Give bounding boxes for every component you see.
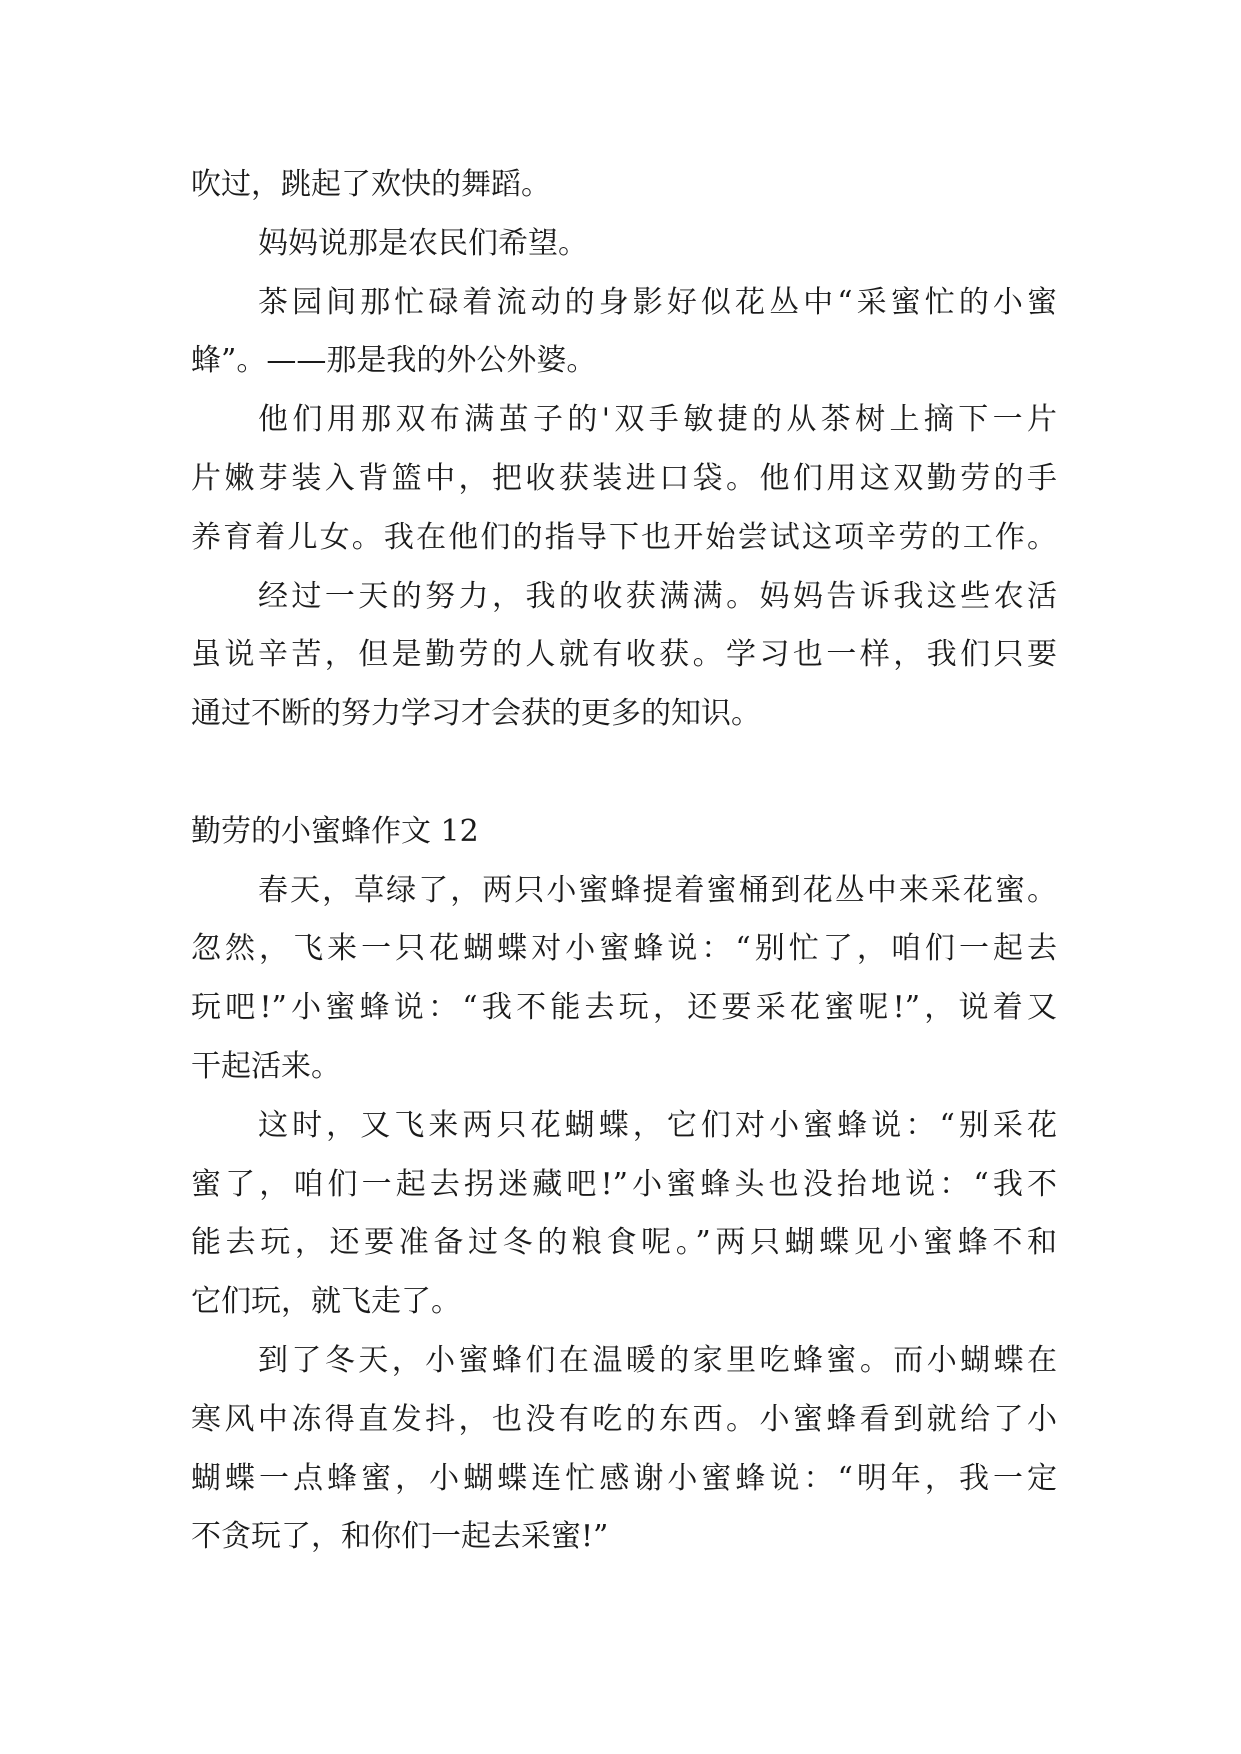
text-line: 春天，草绿了，两只小蜜蜂提着蜜桶到花丛中来采花蜜。 xyxy=(258,872,1057,908)
text-line: 蝴蝶一点蜂蜜，小蝴蝶连忙感谢小蜜蜂说：“明年，我一定 xyxy=(191,1460,1057,1496)
text-line: 不贪玩了，和你们一起去采蜜!” xyxy=(191,1519,609,1555)
text-line: 忽然，飞来一只花蝴蝶对小蜜蜂说：“别忙了，咱们一起去 xyxy=(191,931,1057,967)
text-line: 吹过，跳起了欢快的舞蹈。 xyxy=(191,167,551,202)
text-line: 虽说辛苦，但是勤劳的人就有收获。学习也一样，我们只要 xyxy=(191,637,1057,673)
text-line: 玩吧!”小蜜蜂说：“我不能去玩，还要采花蜜呢!”，说着又 xyxy=(191,990,1057,1026)
text-line: 经过一天的努力，我的收获满满。妈妈告诉我这些农活 xyxy=(258,578,1057,614)
text-line: 妈妈说那是农民们希望。 xyxy=(258,225,588,261)
text-line: 蜂”。——那是我的外公外婆。 xyxy=(191,343,597,379)
text-line: 到了冬天，小蜜蜂们在温暖的家里吃蜂蜜。而小蝴蝶在 xyxy=(258,1342,1057,1378)
text-line: 通过不断的努力学习才会获的更多的知识。 xyxy=(191,696,761,732)
text-line: 这时，又飞来两只花蝴蝶，它们对小蜜蜂说：“别采花 xyxy=(258,1107,1057,1143)
text-line: 干起活来。 xyxy=(191,1048,341,1084)
text-line: 茶园间那忙碌着流动的身影好似花丛中“采蜜忙的小蜜 xyxy=(258,284,1057,320)
text-line: 它们玩，就飞走了。 xyxy=(191,1284,461,1320)
text-line: 片嫩芽装入背篮中，把收获装进口袋。他们用这双勤劳的手 xyxy=(191,460,1057,496)
text-line: 他们用那双布满茧子的'双手敏捷的从茶树上摘下一片 xyxy=(258,402,1057,438)
essay-heading-block xyxy=(191,803,1057,862)
text-line: 寒风中冻得直发抖，也没有吃的东西。小蜜蜂看到就给了小 xyxy=(191,1401,1057,1437)
essay-continuation xyxy=(191,156,1057,744)
text-line: 蜜了，咱们一起去拐迷藏吧!”小蜜蜂头也没抬地说：“我不 xyxy=(191,1166,1057,1202)
essay-title: 勤劳的小蜜蜂作文 12 xyxy=(191,813,479,849)
essay-body xyxy=(191,862,1057,1568)
text-line: 能去玩，还要准备过冬的粮食呢。”两只蝴蝶见小蜜蜂不和 xyxy=(191,1225,1057,1261)
text-line: 养育着儿女。我在他们的指导下也开始尝试这项辛劳的工作。 xyxy=(191,519,1057,555)
